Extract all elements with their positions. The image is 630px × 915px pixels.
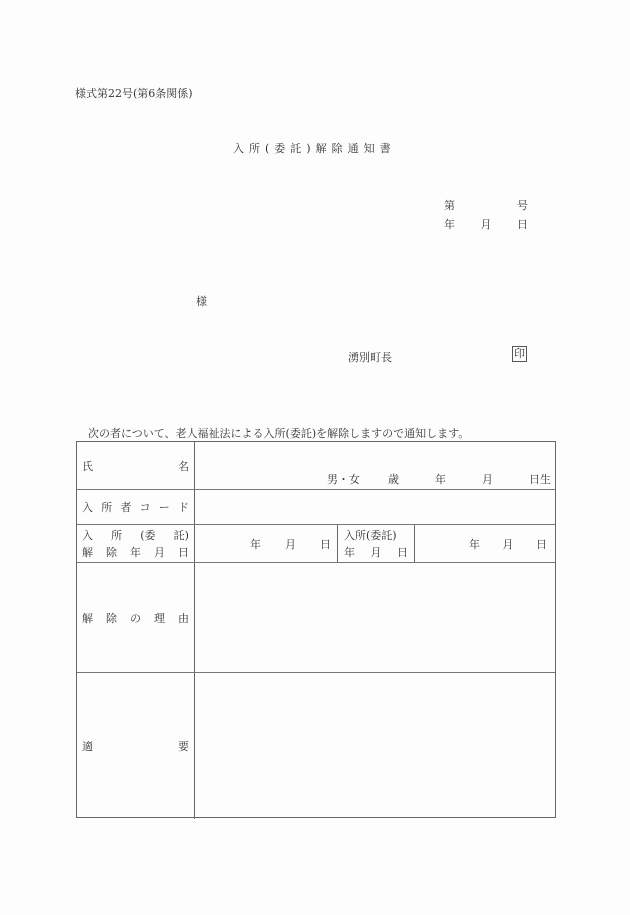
- label-char: ー: [158, 501, 170, 514]
- label-char: 者: [120, 501, 132, 514]
- release-month-unit: 月: [285, 537, 296, 551]
- seal-mark: 印: [514, 347, 525, 360]
- release-form-table: [76, 441, 556, 818]
- label-char: コ: [139, 501, 151, 514]
- label-char: 月: [370, 546, 382, 559]
- admission-date-label: [338, 525, 415, 562]
- doc-number-suffix: 号: [517, 199, 528, 212]
- remarks-label-right: 要: [178, 740, 189, 753]
- label-char: 所: [101, 501, 113, 514]
- release-reason-row: [77, 563, 555, 673]
- notice-text: 次の者について、老人福祉法による入所(委託)を解除しますので通知します。: [88, 427, 470, 440]
- label-char: ド: [177, 501, 189, 514]
- release-date-field[interactable]: [195, 525, 338, 562]
- label-char: 託): [173, 529, 189, 542]
- age-unit: 歳: [388, 473, 399, 486]
- resident-code-row: [77, 490, 555, 525]
- label-char: 入: [82, 501, 93, 514]
- admission-day-unit: 日: [536, 537, 547, 551]
- name-label-right: 名: [178, 459, 189, 473]
- label-char: 入: [82, 529, 93, 542]
- dates-row: [77, 525, 555, 563]
- issue-date: [444, 216, 528, 232]
- label-char: 解: [82, 546, 93, 559]
- label-char: 由: [178, 611, 189, 625]
- issuer-name: 湧別町長: [348, 351, 392, 364]
- admission-year-unit: 年: [469, 537, 480, 551]
- birth-year-unit: 年: [435, 473, 446, 486]
- remarks-row: [77, 673, 555, 819]
- name-field[interactable]: [195, 442, 555, 489]
- admission-label-line1: 入所(委託): [344, 529, 397, 542]
- form-number: 様式第22号(第6条関係): [75, 87, 193, 100]
- issue-year: 年: [444, 218, 455, 231]
- admission-month-unit: 月: [502, 537, 514, 551]
- doc-number-prefix: 第: [444, 199, 455, 212]
- release-year-unit: 年: [250, 537, 261, 551]
- resident-code-label: [77, 490, 195, 524]
- name-label: [77, 442, 195, 489]
- remarks-label: [77, 673, 195, 819]
- release-reason-label: [77, 563, 195, 672]
- issue-day: 日: [517, 218, 528, 231]
- resident-code-field[interactable]: [195, 490, 555, 524]
- release-reason-field[interactable]: [195, 563, 555, 672]
- name-details: [327, 471, 551, 487]
- label-char: 日: [178, 546, 189, 559]
- label-char: 理: [154, 611, 165, 625]
- label-char: の: [130, 611, 141, 625]
- birth-day-unit: 日生: [529, 473, 551, 486]
- name-label-left: 氏: [82, 459, 93, 473]
- name-row: [77, 442, 555, 490]
- birth-month-unit: 月: [482, 473, 493, 486]
- label-char: 除: [106, 611, 117, 625]
- gender-choice[interactable]: 男・女: [327, 473, 360, 486]
- addressee-honorific: 様: [196, 295, 207, 308]
- label-char: 月: [154, 546, 165, 559]
- admission-date-field[interactable]: [415, 525, 555, 562]
- label-char: 年: [344, 546, 355, 559]
- label-char: 日: [397, 546, 408, 559]
- label-char: 所: [111, 529, 123, 542]
- release-date-label: [77, 525, 195, 562]
- remarks-label-left: 適: [82, 740, 93, 753]
- label-char: 除: [106, 546, 117, 559]
- remarks-field[interactable]: [195, 673, 555, 819]
- release-day-unit: 日: [320, 537, 331, 551]
- document-number: [444, 197, 528, 213]
- issue-month: 月: [480, 218, 492, 231]
- label-char: 年: [130, 546, 141, 559]
- label-char: 解: [82, 611, 93, 625]
- document-title: 入所(委託)解除通知書: [233, 142, 396, 155]
- label-char: (委: [140, 529, 156, 542]
